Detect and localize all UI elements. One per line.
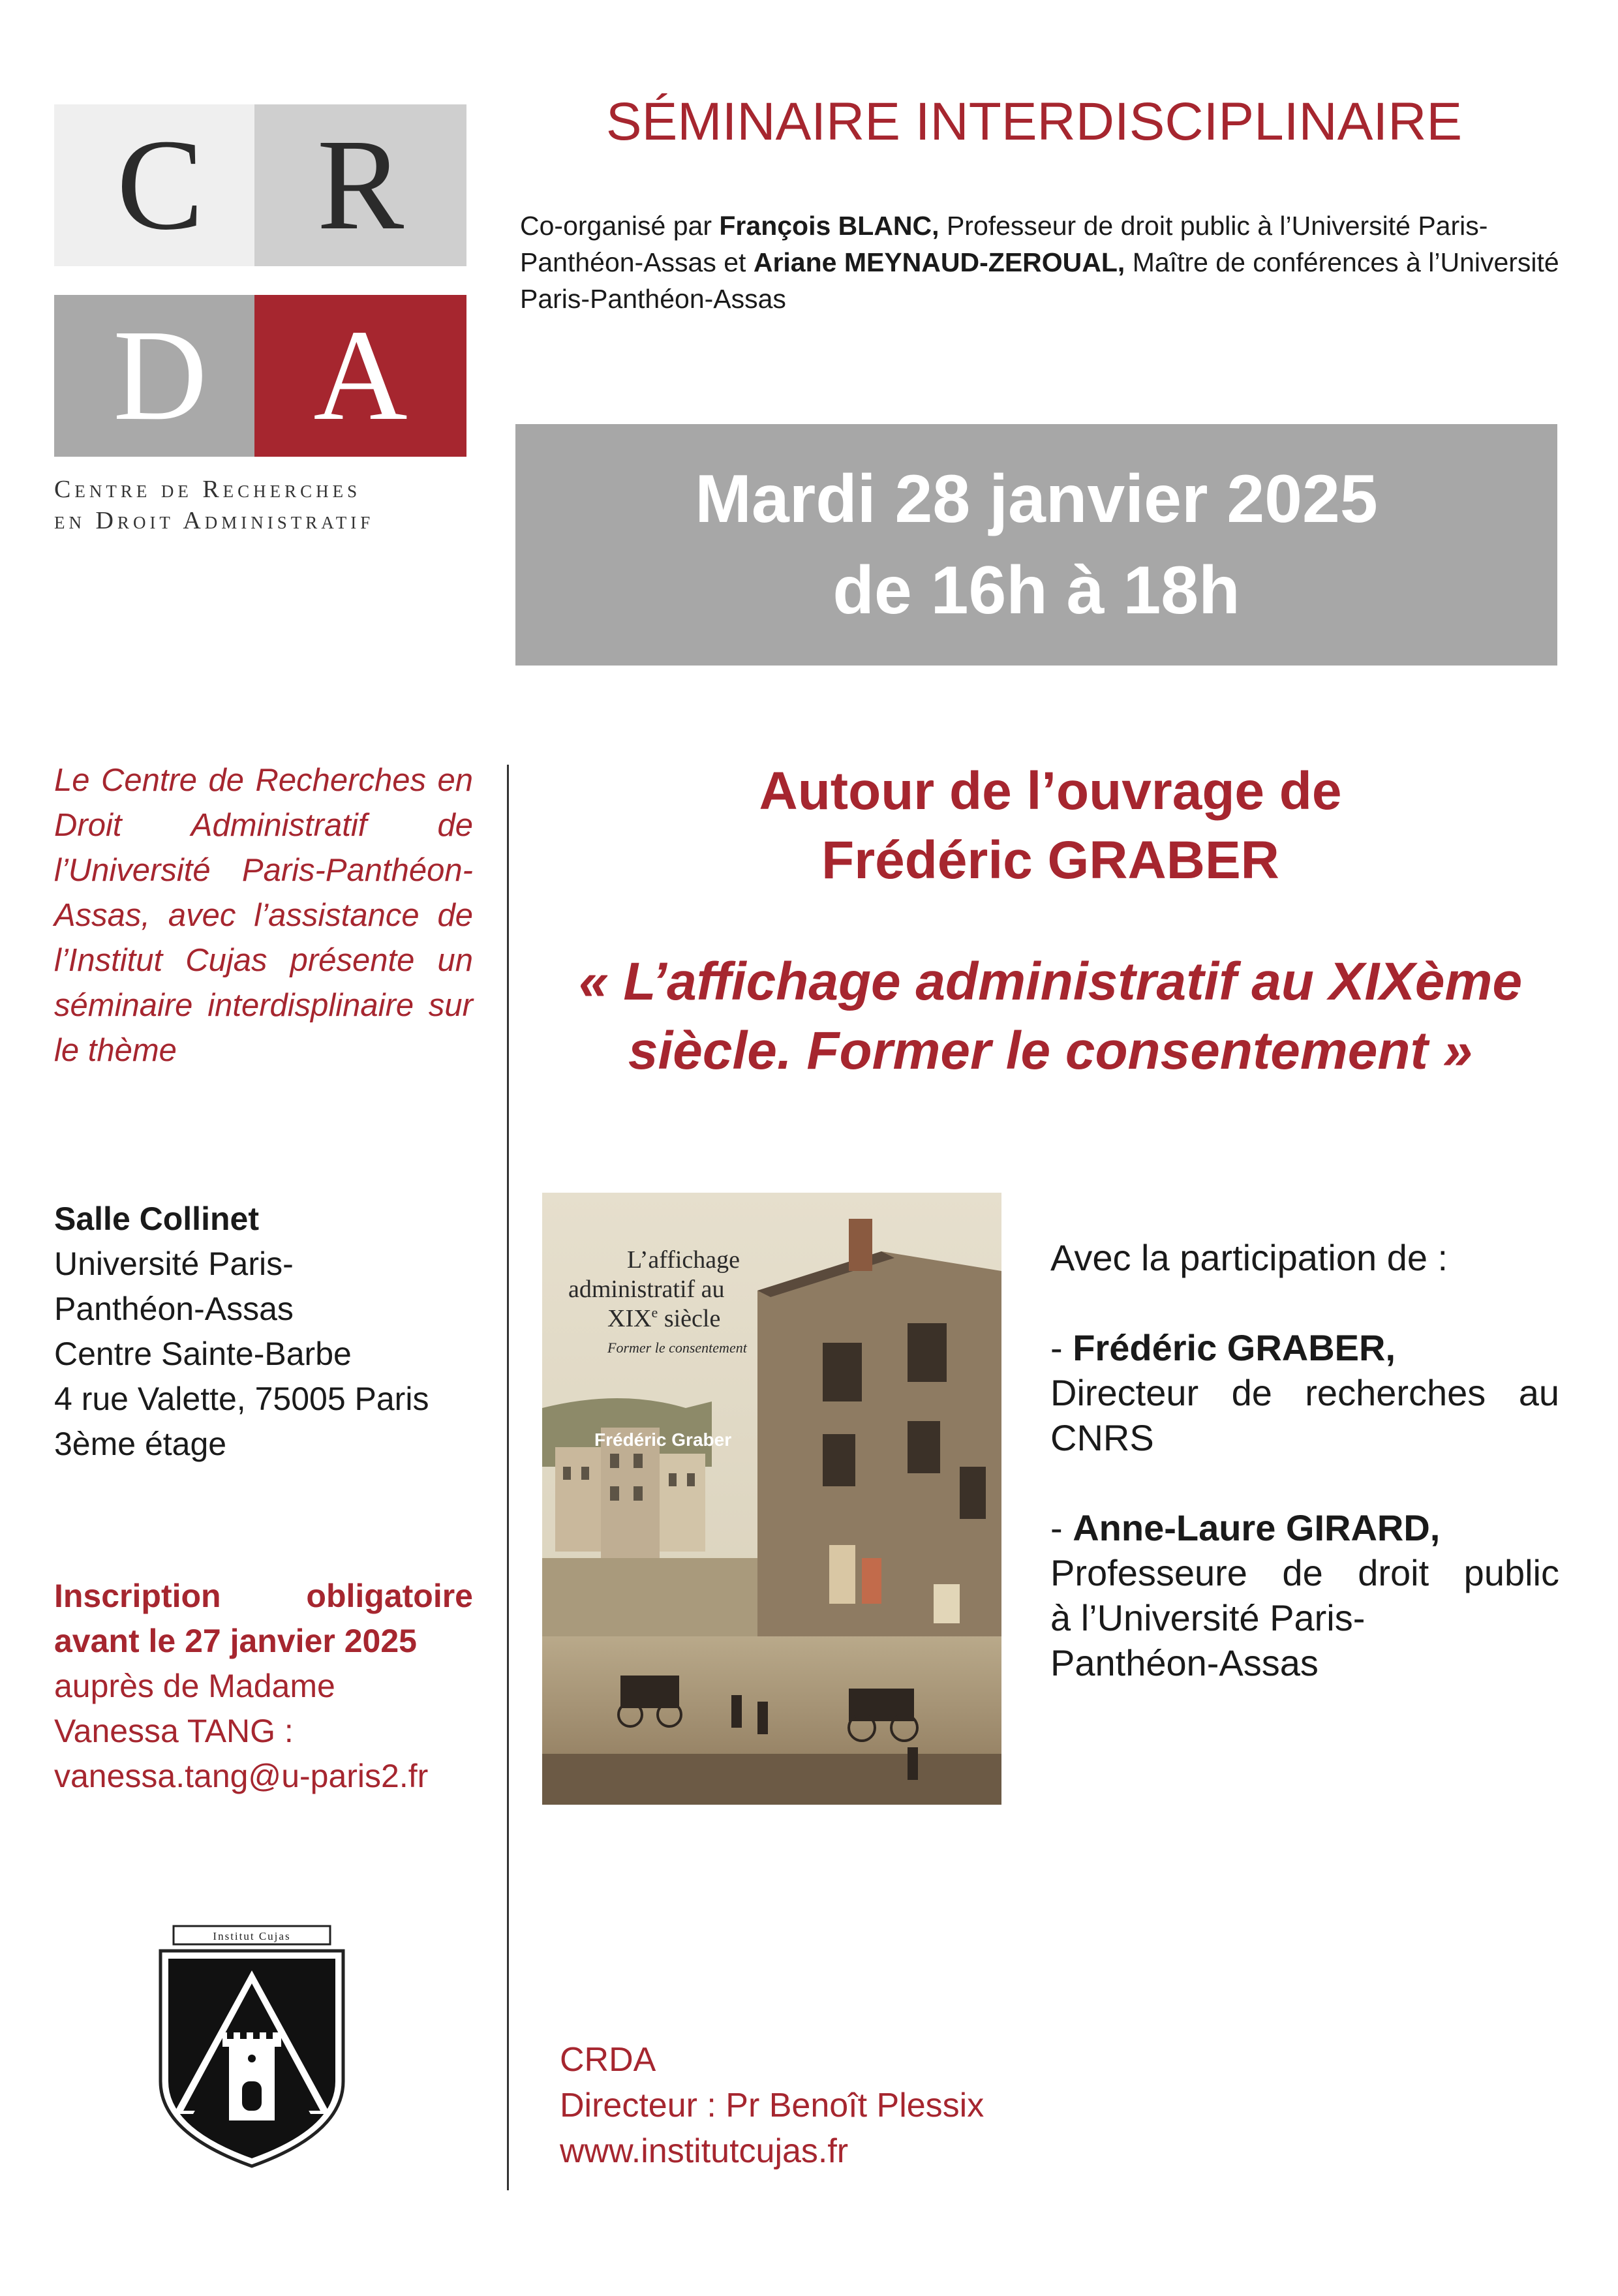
venue-line: Centre Sainte-Barbe	[54, 1336, 352, 1372]
venue-line: Panthéon-Assas	[54, 1291, 294, 1327]
date-banner	[515, 424, 1557, 666]
cover-title-line1: L’affichage	[627, 1246, 740, 1274]
logo-tile-a: A	[254, 295, 466, 457]
venue-line: 3ème étage	[54, 1426, 227, 1462]
registration-deadline: avant le 27 janvier 2025	[54, 1623, 417, 1659]
coorg-text-1: Co-organisé par	[520, 211, 720, 241]
registration-email-link[interactable]: vanessa.tang@u-paris2.fr	[54, 1758, 429, 1794]
logo-subtitle-line1: Centre de Recherches	[54, 476, 361, 503]
seminar-title: SÉMINAIRE INTERDISCIPLINAIRE	[605, 92, 1463, 151]
venue-line: 4 rue Valette, 75005 Paris	[54, 1381, 429, 1417]
footer-director: Directeur : Pr Benoît Plessix	[560, 2087, 985, 2124]
date-line: Mardi 28 janvier 2025	[695, 461, 1378, 537]
participant-dash: -	[1050, 1507, 1073, 1548]
cover-title-century: XIX	[607, 1305, 652, 1332]
participant-1-role: Directeur de recherches au	[1050, 1372, 1559, 1413]
cover-title-line3	[607, 1304, 720, 1332]
book-title-line2: siècle. Former le consentement »	[628, 1021, 1473, 1080]
participant-2-role: Professeure de droit public	[1050, 1552, 1559, 1593]
participant-2	[1050, 1505, 1559, 1550]
participant-2-name: Anne-Laure GIRARD,	[1073, 1507, 1441, 1548]
book-heading-author: Frédéric GRABER	[821, 831, 1279, 890]
cover-author: Frédéric Graber	[594, 1430, 732, 1450]
cover-title-sup: e	[651, 1304, 658, 1321]
participant-1-role-cont: CNRS	[1050, 1417, 1154, 1458]
venue-line: Université Paris-	[54, 1246, 294, 1282]
book-title-quote	[509, 947, 1592, 1086]
participants-block	[1050, 1235, 1559, 1685]
book-heading	[509, 757, 1592, 895]
registration-contact-name: Vanessa TANG :	[54, 1713, 294, 1749]
book-title-line1: « L’affichage administratif au XIXème	[578, 952, 1523, 1011]
cover-title-line2: administratif au	[568, 1276, 725, 1303]
footer-org: CRDA	[560, 2041, 656, 2079]
coorganizers	[520, 207, 1577, 317]
time-line: de 16h à 18h	[832, 553, 1240, 628]
cover-subtitle: Former le consentement	[607, 1339, 747, 1356]
logo-subtitle-line2: en Droit Administratif	[54, 507, 374, 534]
registration-block	[54, 1574, 473, 1799]
registration-contact: auprès de Madame	[54, 1668, 335, 1704]
participant-2-role-cont: à l’Université Paris-	[1050, 1597, 1366, 1638]
logo-tile-c: C	[54, 104, 266, 266]
intro-text: Le Centre de Recherches en Droit Administratif de l’Université Paris-Panthéon-Assas, avec l’assistance de l’Institut Cujas présente un séminaire interdisplinaire sur le thème	[54, 763, 473, 1068]
book-heading-line1: Autour de l’ouvrage de	[759, 761, 1342, 821]
participant-dash: -	[1050, 1327, 1073, 1368]
coorg-name-1: François BLANC,	[719, 211, 939, 241]
coorg-text-2: Professeur de droit public à l’Université Paris-Panthéon-Assas et	[520, 211, 1488, 277]
venue-name: Salle Collinet	[54, 1201, 259, 1237]
coorg-name-2: Ariane MEYNAUD-ZEROUAL,	[753, 247, 1125, 277]
footer-block	[560, 2037, 1147, 2174]
institut-cujas-shield-icon	[154, 1918, 350, 2179]
logo-tile-d: D	[54, 295, 266, 457]
participant-2-role-cont2: Panthéon-Assas	[1050, 1642, 1319, 1683]
participants-intro: Avec la participation de :	[1050, 1237, 1448, 1278]
book-cover-image	[542, 1193, 1001, 1805]
coorg-text-3: Maître de conférences à l’Université Paris-Panthéon-Assas	[520, 247, 1559, 314]
footer-website-link[interactable]: www.institutcujas.fr	[560, 2132, 849, 2170]
logo-tile-r: R	[254, 104, 466, 266]
registration-required: Inscription obligatoire	[54, 1578, 473, 1614]
venue-block	[54, 1197, 485, 1467]
participant-1-name: Frédéric GRABER,	[1073, 1327, 1396, 1368]
shield-label: Institut Cujas	[213, 1930, 291, 1942]
cover-title-siecle: siècle	[658, 1305, 721, 1332]
participant-1	[1050, 1325, 1559, 1370]
